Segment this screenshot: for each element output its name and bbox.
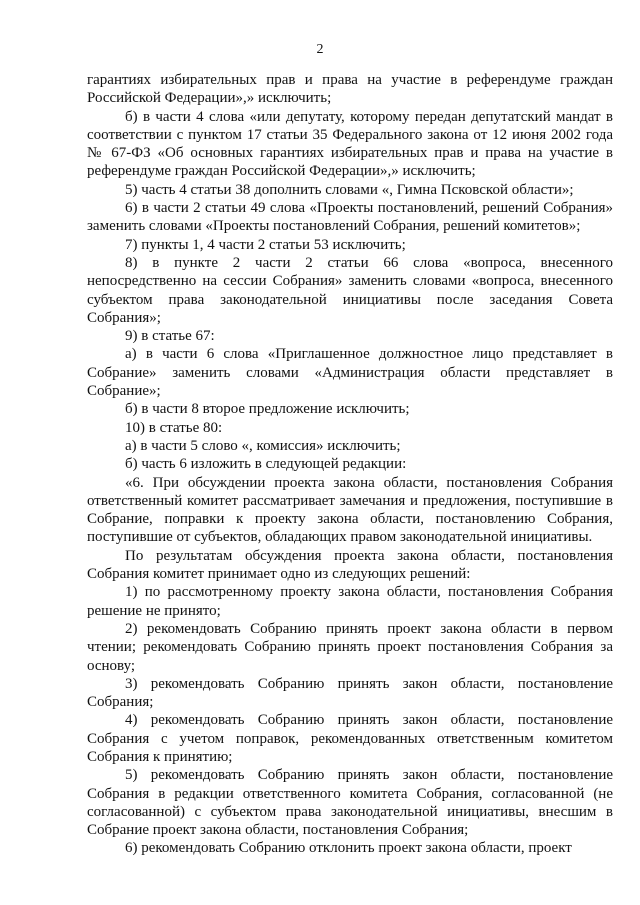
paragraph-item-10b: б) часть 6 изложить в следующей редакции: <box>125 456 407 473</box>
paragraph-item-6: 6) в части 2 статьи 49 слова «Проекты постановлений, решений Собрания» заменить словами «Проекты постановлений Собрания, решений комитетов»; <box>87 200 613 235</box>
paragraph-decision-4: 4) рекомендовать Собранию принять закон области, постановление Собрания с учетом поправок, рекомендованных ответственным комитетом Собрания к принятию; <box>87 712 613 765</box>
paragraph-item-9a: а) в части 6 слова «Приглашенное должностное лицо представляет в Собрание» заменить словами «Администрация области представляет в Собрание»; <box>87 346 613 400</box>
paragraph-decision-3: 3) рекомендовать Собранию принять закон области, постановление Собрания; <box>87 675 613 711</box>
paragraph-item-9b: б) в части 8 второе предложение исключить; <box>125 401 410 418</box>
paragraph-decision-1: 1) по рассмотренному проекту закона области, постановления Собрания решение не принято; <box>87 584 613 619</box>
paragraph-item-5: 5) часть 4 статьи 38 дополнить словами «, Гимна Псковской области»; <box>125 181 574 198</box>
paragraph-decision-2: 2) рекомендовать Собранию принять проект закона области в первом чтении; рекомендовать Собранию принять проект постановления Собрания за основу; <box>87 620 613 674</box>
paragraph-item-10: 10) в статье 80: <box>125 419 223 436</box>
paragraph-results: По результатам обсуждения проекта закона области, постановления Собрания комитет принимает одно из следующих решений: <box>87 547 613 583</box>
document-body <box>87 71 613 858</box>
paragraph-item-9: 9) в статье 67: <box>125 328 215 345</box>
paragraph-item-7: 7) пункты 1, 4 части 2 статьи 53 исключить; <box>125 236 406 253</box>
paragraph-item-10a: а) в части 5 слово «, комиссия» исключить; <box>125 437 401 454</box>
page-number: 2 <box>316 42 324 57</box>
paragraph-continuation: гарантиях избирательных прав и права на участие в референдуме граждан Российской Федерации»,» исключить; <box>87 72 613 107</box>
paragraph-item-8: 8) в пункте 2 части 2 статьи 66 слова «вопроса, внесенного непосредственно на сессии Собрания» заменить словами «вопроса, внесенного субъектом права законодательной инициативы после заседания Совета Собрания»; <box>87 254 613 326</box>
paragraph-decision-6: 6) рекомендовать Собранию отклонить проект закона области, проект <box>125 840 572 857</box>
paragraph-item-4b: б) в части 4 слова «или депутату, которому передан депутатский мандат в соответствии с пунктом 17 статьи 35 Федерального закона от 12 июня 2002 года № 67-ФЗ «Об основных гарантиях избирательных прав и права на участие в референдуме граждан Российской Федерации»,» исключить; <box>87 108 613 180</box>
paragraph-decision-5: 5) рекомендовать Собранию принять закон области, постановление Собрания в редакции ответственного комитета Собрания, согласованной (не согласованной) с субъектом права законодательной инициативы, внесшим в Собрание проект закона области, постановления Собрания; <box>87 767 613 839</box>
paragraph-part-6: «6. При обсуждении проекта закона области, постановления Собрания ответственный комитет рассматривает замечания и предложения, поступившие в Собрание, поправки к проекту закона области, постановлению Собрания, поступившие от субъектов, обладающих правом законодательной инициативы. <box>87 474 613 546</box>
